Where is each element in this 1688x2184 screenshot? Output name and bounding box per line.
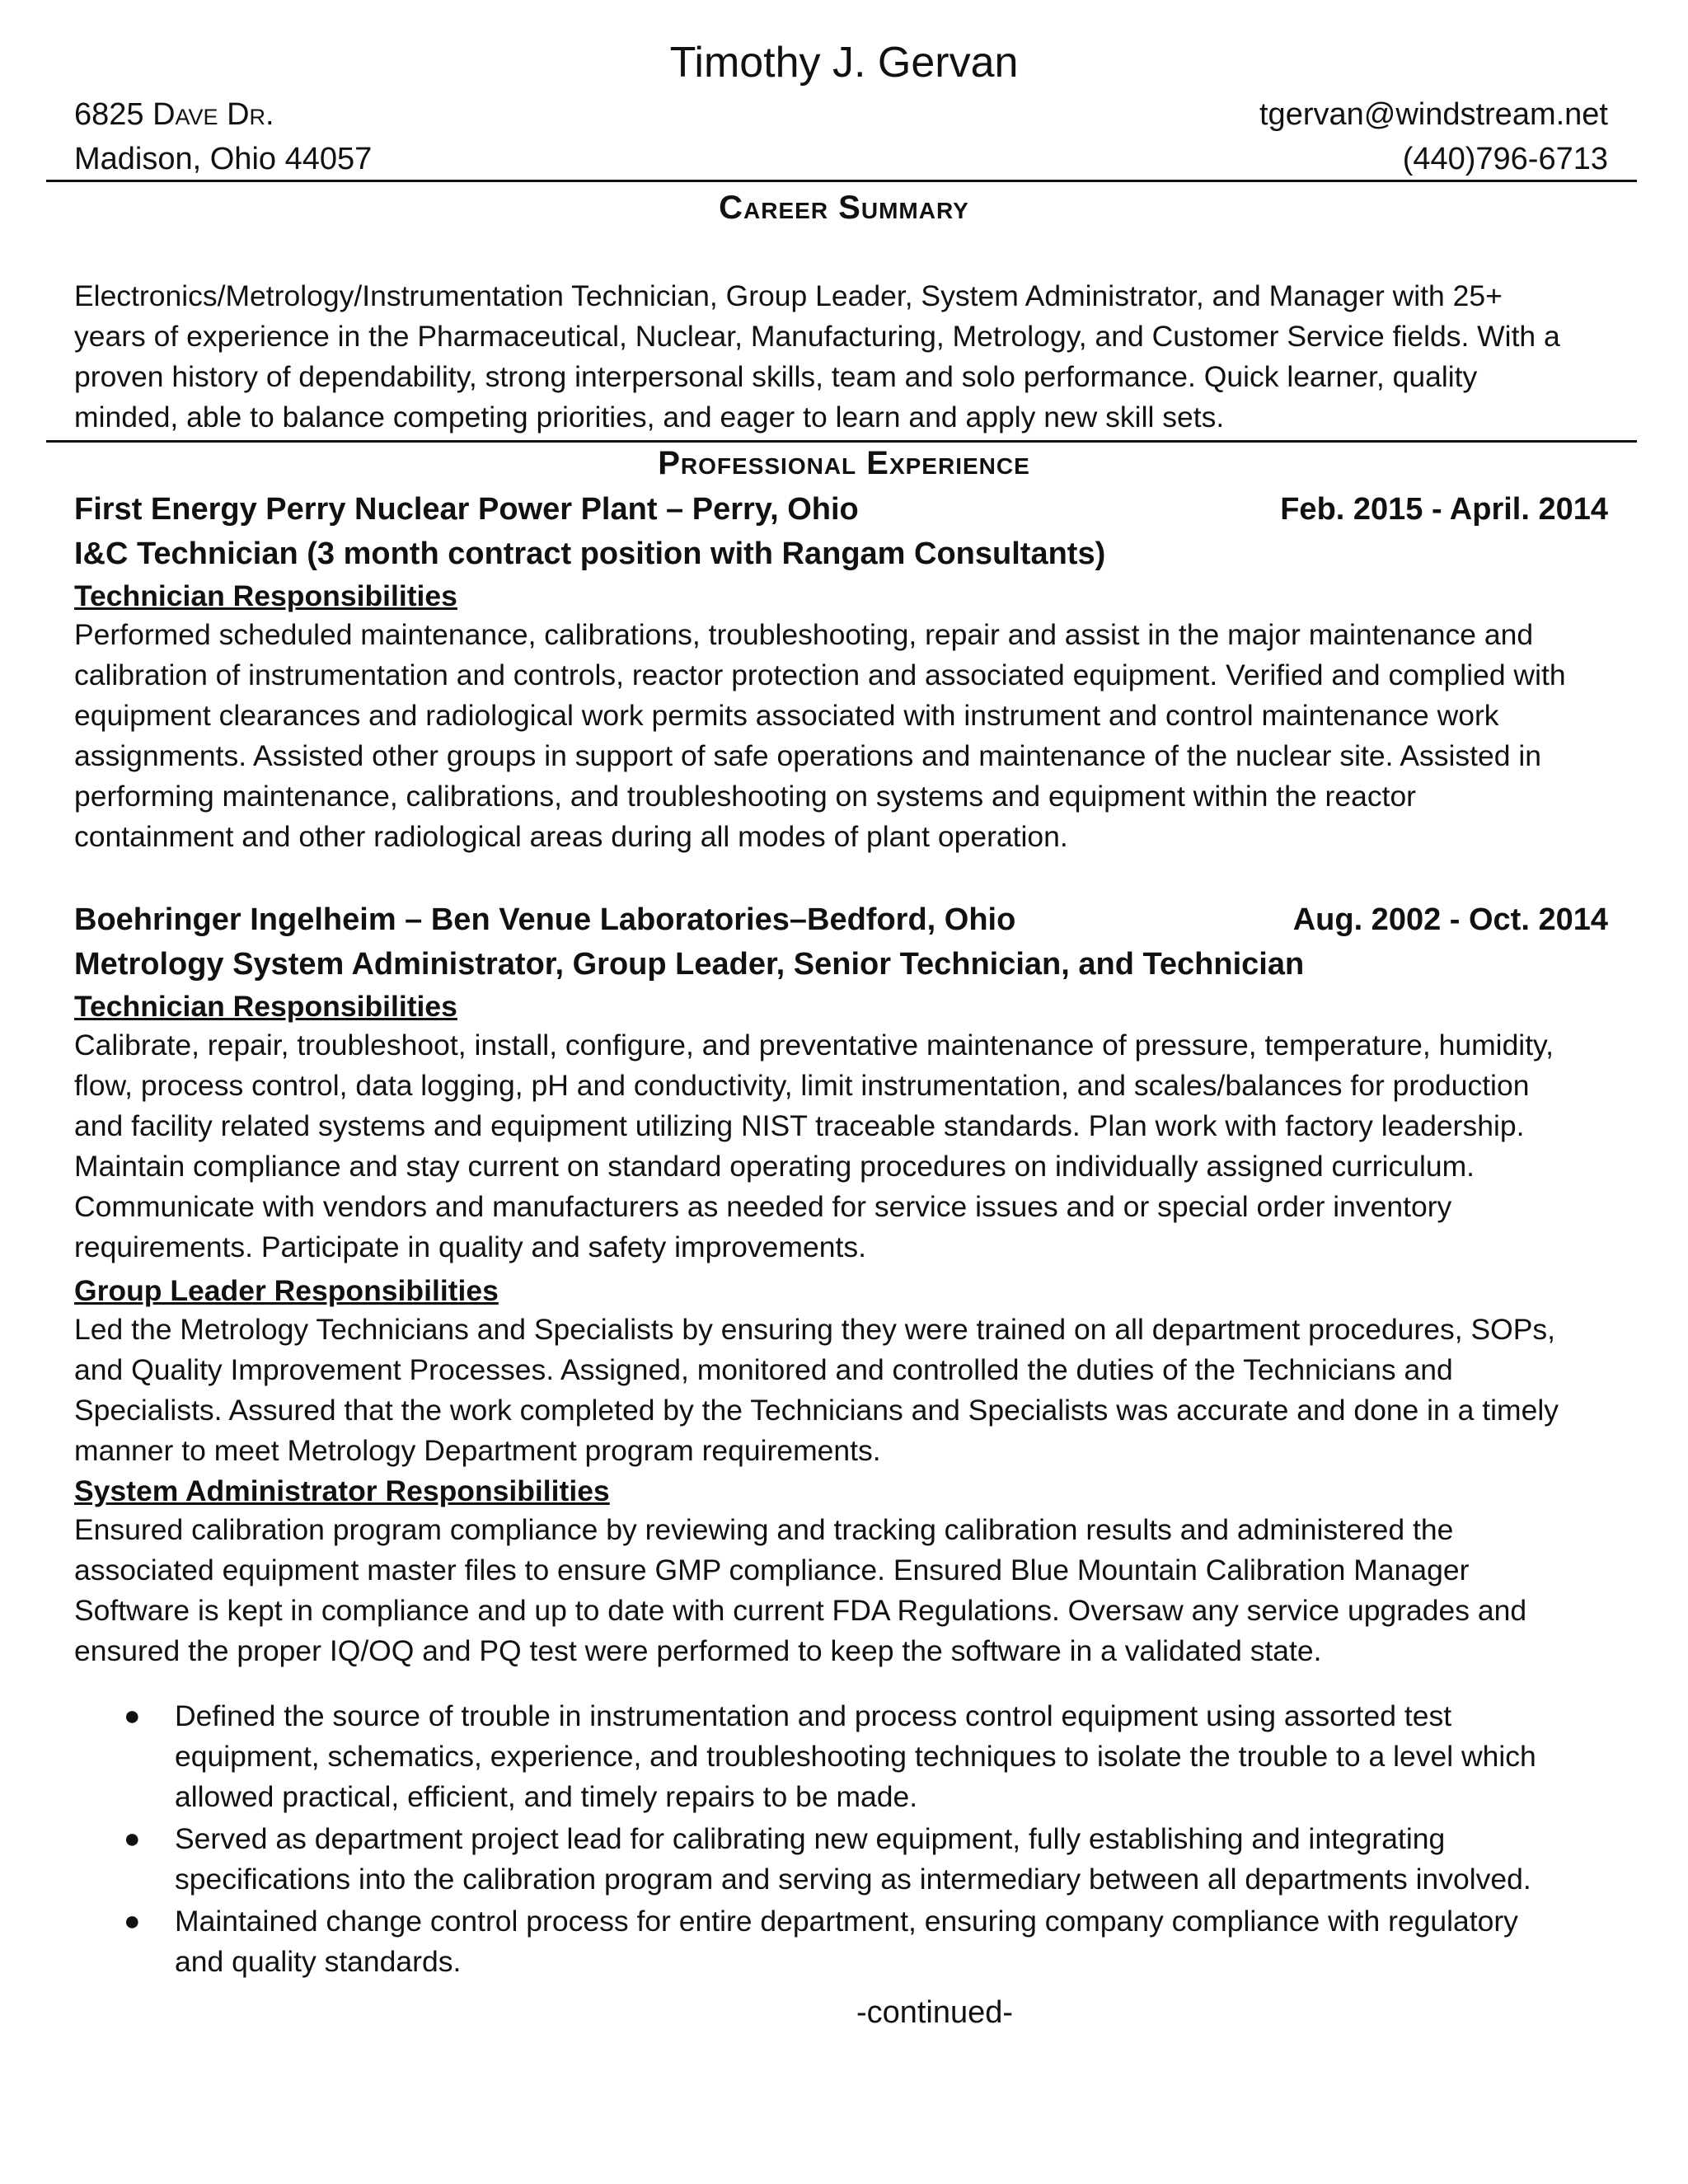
responsibility-line: performing maintenance, calibrations, and troubleshooting on systems and equipment within the reactor [74,780,1417,813]
candidate-name: Timothy J. Gervan [669,39,1019,87]
address-line [74,96,274,134]
responsibility-line: Led the Metrology Technicians and Specialists by ensuring they were trained on all department procedures, SOPs, [74,1313,1556,1346]
summary-line: Electronics/Metrology/Instrumentation Technician, Group Leader, System Administrator, and Manager with 25+ [74,279,1503,312]
bullet-line: and quality standards. [175,1945,462,1978]
bullet-line: Maintained change control process for entire department, ensuring company compliance with regulatory [175,1905,1518,1938]
responsibility-line: equipment clearances and radiological work permits associated with instrument and control maintenance work [74,699,1499,732]
career-summary-heading: Career Summary [719,190,969,226]
responsibility-line: Performed scheduled maintenance, calibrations, troubleshooting, repair and assist in the major maintenance and [74,618,1534,651]
bullet-line: allowed practical, efficient, and timely repairs to be made. [175,1780,918,1813]
responsibility-line: and Quality Improvement Processes. Assigned, monitored and controlled the duties of the Technicians and [74,1353,1453,1386]
achievement-list [124,1696,1640,1984]
job-title: I&C Technician (3 month contract position with Rangam Consultants) [74,537,1106,571]
responsibility-line: associated equipment master files to ensure GMP compliance. Ensured Blue Mountain Calibration Manager [74,1554,1470,1586]
responsibility-line: and facility related systems and equipment utilizing NIST traceable standards. Plan work with factory leadership. [74,1109,1525,1142]
responsibility-line: ensured the proper IQ/OQ and PQ test were performed to keep the software in a validated state. [74,1634,1322,1667]
list-item [124,1901,1640,1982]
responsibility-line: Specialists. Assured that the work completed by the Technicians and Specialists was accurate and done in a timely [74,1394,1559,1427]
bullet-line: equipment, schematics, experience, and troubleshooting techniques to isolate the trouble to a level which [175,1740,1536,1773]
responsibility-line: containment and other radiological areas during all modes of plant operation. [74,820,1068,853]
technician-responsibilities-heading: Technician Responsibilities [74,579,457,612]
bullet-icon: ● [124,1823,141,1854]
bullet-line: Defined the source of trouble in instrumentation and process control equipment using assorted test [175,1699,1452,1732]
bullet-line: specifications into the calibration program and serving as intermediary between all departments involved. [175,1863,1531,1896]
technician-responsibilities-heading: Technician Responsibilities [74,990,457,1023]
job-dates: Feb. 2015 - April. 2014 [1280,492,1608,527]
city-state-zip: Madison, Ohio 44057 [74,142,373,176]
group-leader-responsibilities-heading: Group Leader Responsibilities [74,1274,499,1307]
summary-divider [46,440,1637,443]
group-leader-text [74,1310,1640,1471]
responsibility-line: flow, process control, data logging, pH and conductivity, limit instrumentation, and scales/balances for production [74,1069,1530,1102]
responsibility-line: assignments. Assisted other groups in support of safe operations and maintenance of the nuclear site. Assisted in [74,739,1541,772]
job-employer: Boehringer Ingelheim – Ben Venue Laboratories–Bedford, Ohio [74,902,1016,937]
list-item [124,1819,1640,1900]
bullet-icon: ● [124,1700,141,1732]
header-divider [46,180,1637,182]
responsibility-line: Calibrate, repair, troubleshoot, install, configure, and preventative maintenance of pressure, temperature, humidity, [74,1029,1554,1062]
summary-line: minded, able to balance competing priorities, and eager to learn and apply new skill sets. [74,401,1225,434]
address-number: 6825 [74,97,153,132]
job-responsibilities-text [74,615,1640,857]
job-employer: First Energy Perry Nuclear Power Plant – Perry, Ohio [74,492,859,527]
professional-experience-heading: Professional Experience [658,445,1030,481]
bullet-line: Served as department project lead for calibrating new equipment, fully establishing and integrating [175,1822,1446,1855]
job-title: Metrology System Administrator, Group Leader, Senior Technician, and Technician [74,947,1305,982]
responsibility-line: calibration of instrumentation and controls, reactor protection and associated equipment. Verified and complied with [74,658,1566,691]
system-administrator-text [74,1510,1640,1671]
responsibility-line: Software is kept in compliance and up to date with current FDA Regulations. Oversaw any service upgrades and [74,1594,1527,1627]
summary-line: proven history of dependability, strong interpersonal skills, team and solo performance. Quick learner, quality [74,360,1478,393]
list-item [124,1696,1640,1817]
job-responsibilities-text [74,1025,1640,1268]
responsibility-line: requirements. Participate in quality and safety improvements. [74,1230,866,1263]
bullet-icon: ● [124,1905,141,1937]
responsibility-line: Maintain compliance and stay current on standard operating procedures on individually assigned curriculum. [74,1150,1475,1183]
phone-number: (440)796-6713 [1402,142,1608,176]
address-street: Dave Dr. [152,97,274,132]
system-administrator-responsibilities-heading: System Administrator Responsibilities [74,1474,610,1507]
continued-marker: -continued- [856,1995,1014,2030]
responsibility-line: manner to meet Metrology Department program requirements. [74,1434,881,1467]
responsibility-line: Ensured calibration program compliance by reviewing and tracking calibration results and administered the [74,1513,1454,1546]
career-summary-text [74,276,1640,438]
job-dates: Aug. 2002 - Oct. 2014 [1292,902,1608,937]
summary-line: years of experience in the Pharmaceutical, Nuclear, Manufacturing, Metrology, and Customer Service fields. With a [74,320,1560,353]
email-address[interactable]: tgervan@windstream.net [1259,97,1608,132]
responsibility-line: Communicate with vendors and manufacturers as needed for service issues and or special order inventory [74,1190,1452,1223]
